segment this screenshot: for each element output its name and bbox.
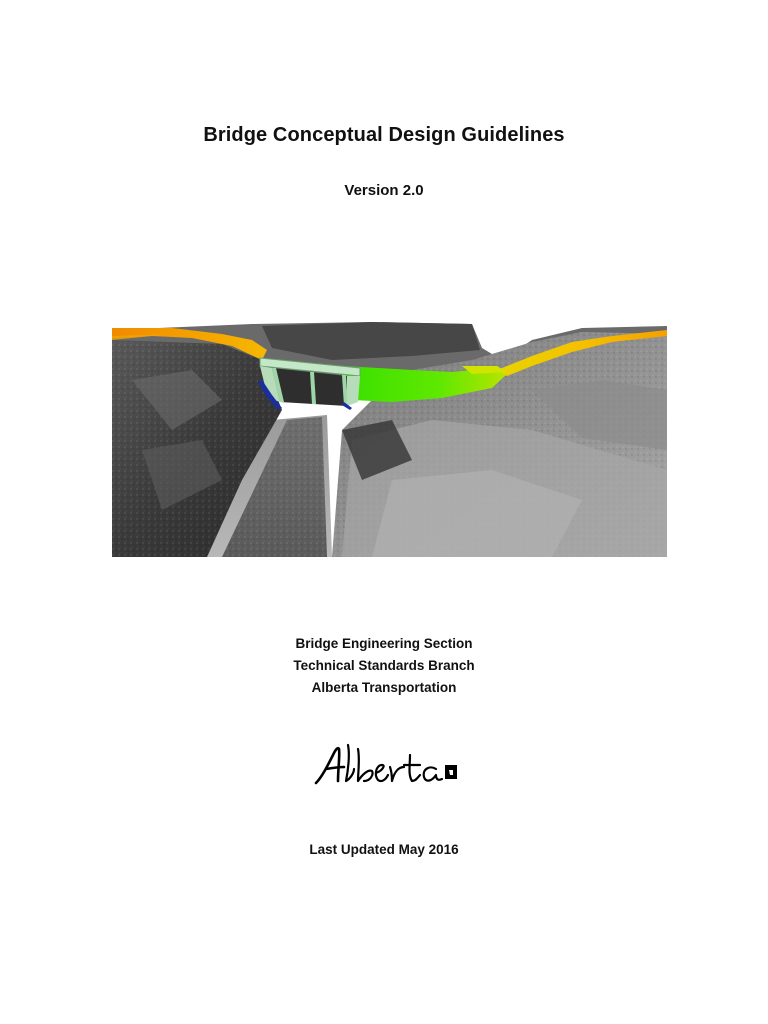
last-updated: Last Updated May 2016 xyxy=(309,842,459,857)
org-department: Alberta Transportation xyxy=(311,680,457,695)
alberta-wordmark-icon xyxy=(308,735,468,795)
terrain-bridge-render xyxy=(112,320,667,557)
cover-illustration xyxy=(112,320,667,557)
org-branch: Technical Standards Branch xyxy=(293,658,475,673)
document-title: Bridge Conceptual Design Guidelines xyxy=(203,124,565,146)
organization-block xyxy=(0,633,768,699)
alberta-logo xyxy=(308,735,468,795)
document-version: Version 2.0 xyxy=(344,182,424,199)
org-section: Bridge Engineering Section xyxy=(295,636,473,651)
